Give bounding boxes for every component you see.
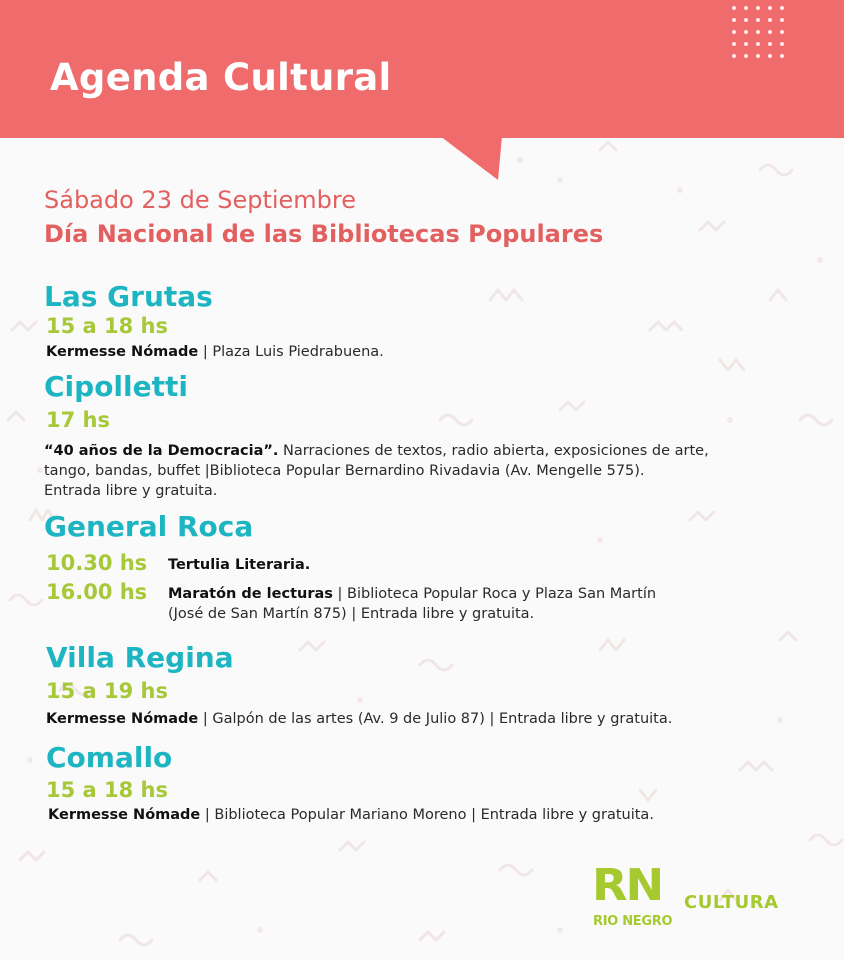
logo-label: CULTURA — [684, 892, 779, 913]
time-villa-regina: 15 a 19 hs — [46, 679, 169, 703]
rio-negro-cultura-logo — [592, 860, 792, 934]
logo-subtitle: RIO NEGRO — [593, 914, 673, 929]
desc-text-line3: Entrada libre y gratuita. — [44, 483, 218, 499]
desc-text: | Plaza Luis Piedrabuena. — [198, 344, 384, 360]
dots-decoration — [730, 4, 786, 58]
desc-text-line2: tango, bandas, buffet |Biblioteca Popular Bernardino Rivadavia (Av. Mengelle 575). — [44, 463, 645, 479]
city-heading-cipolletti: Cipolletti — [44, 370, 188, 403]
desc-text-line1: Narraciones de textos, radio abierta, exposiciones de arte, — [278, 443, 709, 459]
desc-text: | Galpón de las artes (Av. 9 de Julio 87) | Entrada libre y gratuita. — [198, 711, 673, 727]
desc-bold: Kermesse Nómade — [48, 807, 201, 823]
city-heading-villa-regina: Villa Regina — [46, 641, 234, 674]
event-date: Sábado 23 de Septiembre — [44, 186, 357, 214]
time-comallo: 15 a 18 hs — [46, 778, 169, 802]
desc-bold: Kermesse Nómade — [46, 344, 199, 360]
time-cipolletti: 17 hs — [46, 408, 110, 432]
page-title: Agenda Cultural — [50, 56, 392, 99]
city-heading-comallo: Comallo — [46, 741, 173, 774]
desc-bold: Tertulia Literaria. — [168, 557, 311, 573]
desc-comallo — [48, 805, 654, 825]
desc-bold: Maratón de lecturas — [168, 586, 333, 602]
desc-general-roca-1 — [168, 555, 310, 575]
desc-general-roca-2 — [168, 584, 656, 624]
desc-text-line1: | Biblioteca Popular Roca y Plaza San Martín — [332, 586, 657, 602]
desc-villa-regina — [46, 709, 672, 729]
city-heading-las-grutas: Las Grutas — [44, 280, 213, 313]
city-heading-general-roca: General Roca — [44, 510, 254, 543]
desc-las-grutas — [46, 342, 384, 362]
time-general-roca-2: 16.00 hs — [46, 580, 148, 604]
desc-text: | Biblioteca Popular Mariano Moreno | Entrada libre y gratuita. — [200, 807, 654, 823]
desc-text-line2: (José de San Martín 875) | Entrada libre y gratuita. — [168, 606, 535, 622]
header-speech-tail — [440, 136, 502, 180]
logo-mark: RN — [592, 860, 663, 911]
time-las-grutas: 15 a 18 hs — [46, 314, 169, 338]
desc-bold: “40 años de la Democracia”. — [44, 443, 279, 459]
event-name: Día Nacional de las Bibliotecas Populares — [44, 220, 604, 248]
time-general-roca-1: 10.30 hs — [46, 551, 148, 575]
desc-cipolletti — [44, 441, 709, 501]
desc-bold: Kermesse Nómade — [46, 711, 199, 727]
